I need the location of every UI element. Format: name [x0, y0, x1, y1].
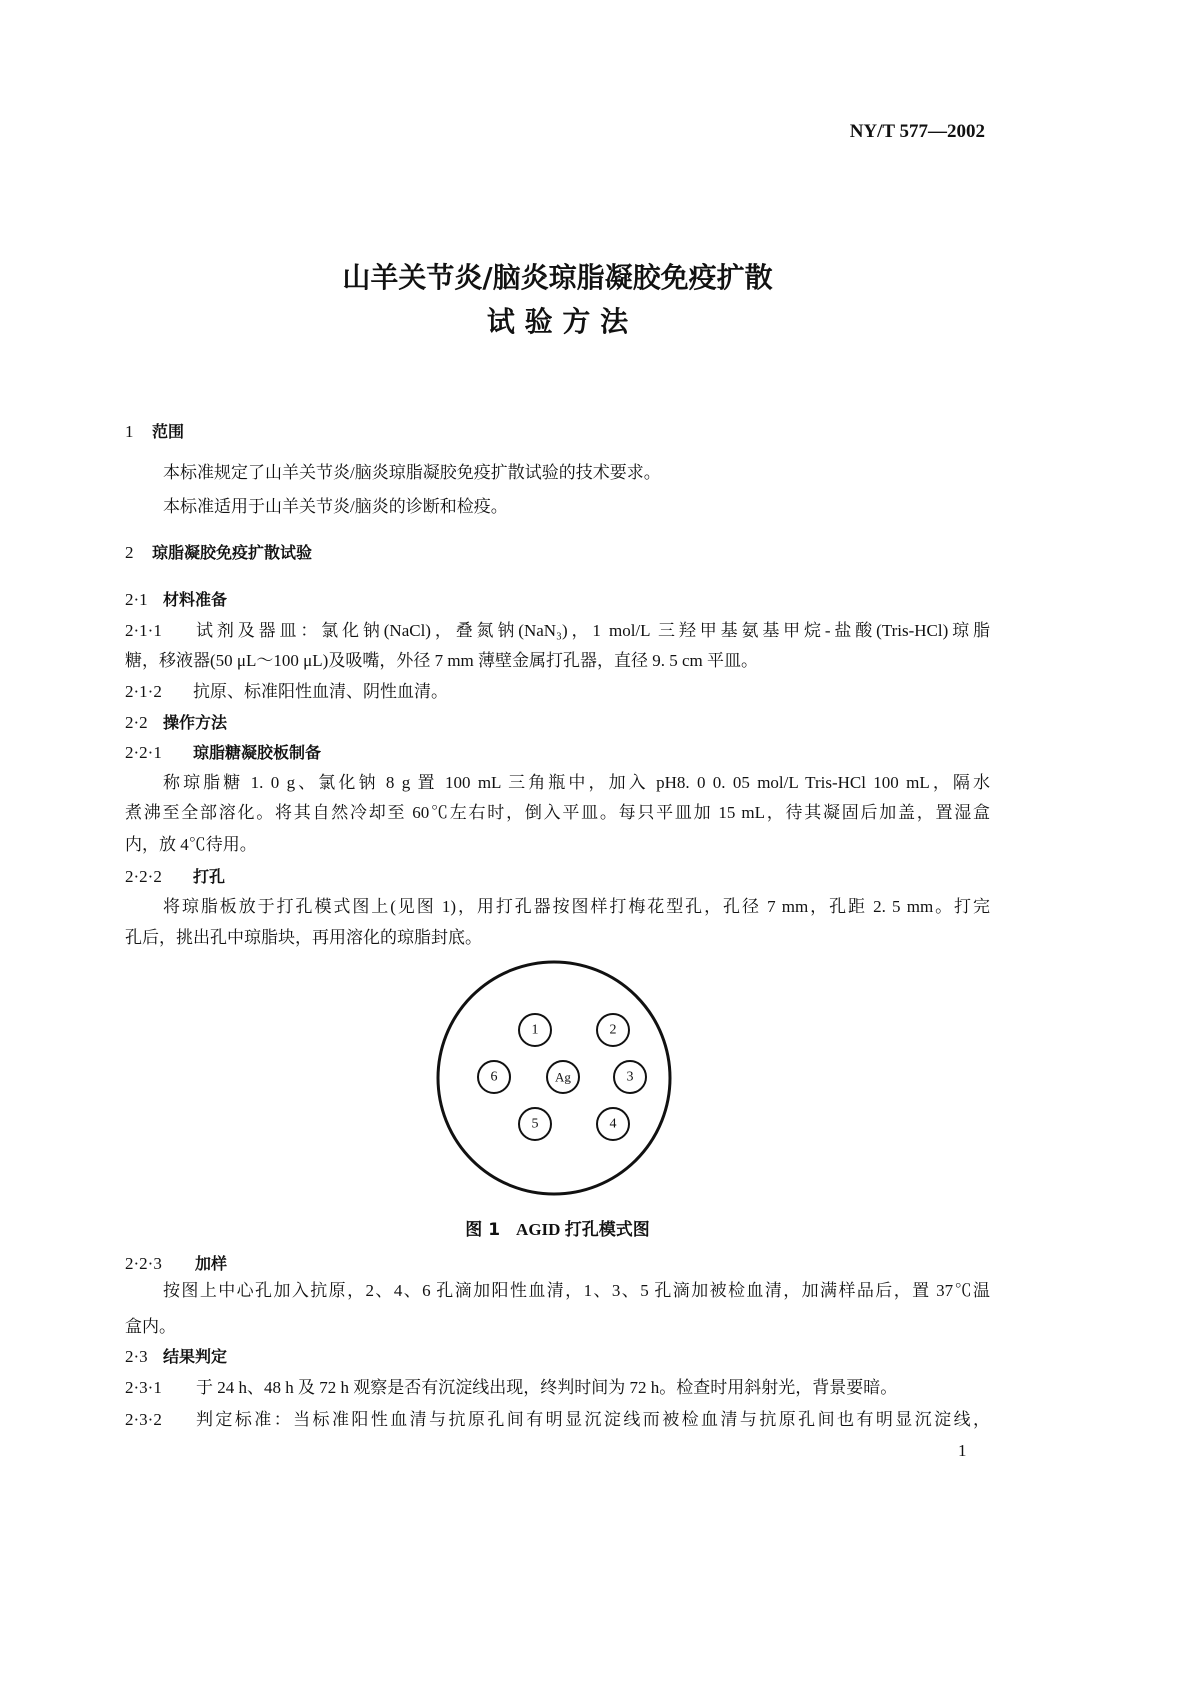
paragraph-text: 称琼脂糖 1. 0 g、氯化钠 8 g 置 100 mL 三角瓶中，加入 pH8. 0 0. 05 mol/L Tris-HCl 100 mL，隔水 — [163, 773, 990, 792]
agid-punch-pattern-figure — [430, 955, 680, 1205]
figure-caption — [125, 1218, 990, 1242]
well-label: 5 — [531, 1116, 539, 1132]
well-antigen-center — [547, 1061, 579, 1093]
section-2-2-heading — [125, 711, 990, 735]
section-title: 材料准备 — [163, 590, 228, 609]
title-line-1: 山羊关节炎/脑炎琼脂凝胶免疫扩散 — [342, 261, 773, 294]
paragraph-text: 孔后，挑出孔中琼脂块，再用溶化的琼脂封底。 — [125, 928, 482, 947]
well-label: 1 — [531, 1022, 539, 1038]
paragraph-line — [163, 1279, 990, 1303]
section-2-1-heading — [125, 588, 990, 612]
petri-dish-outline — [438, 962, 670, 1194]
paragraph-line — [125, 833, 990, 857]
clause-number: 2·2·2 — [125, 867, 162, 886]
section-1-heading — [125, 420, 990, 444]
paragraph-text: 按图上中心孔加入抗原，2、4、6 孔滴加阳性血清，1、3、5 孔滴加被检血清，加满样品后，置 37℃温 — [163, 1281, 990, 1300]
paragraph-text: 内，放 4℃待用。 — [125, 835, 257, 854]
clause-2-3-1-line-1 — [125, 1376, 990, 1400]
section-number: 1 — [125, 422, 134, 441]
paragraph-text: 抗原、标准阳性血清、阴性血清。 — [193, 682, 448, 701]
section-number: 2·2 — [125, 713, 148, 732]
well-6 — [478, 1061, 510, 1093]
title-line-2: 试 验 方 法 — [486, 305, 629, 338]
clause-2-2-1-heading — [125, 741, 990, 765]
standard-number: NY/T 577—2002 — [849, 121, 985, 142]
section-2-3-heading — [125, 1345, 990, 1369]
clause-number: 2·2·3 — [125, 1254, 162, 1273]
clause-number: 2·2·1 — [125, 743, 162, 762]
paragraph-line — [125, 649, 990, 673]
paragraph-text: 于 24 h、48 h 及 72 h 观察是否有沉淀线出现，终判时间为 72 h。检查时用斜射光，背景要暗。 — [196, 1378, 898, 1397]
paragraph-line — [125, 801, 990, 825]
section-title: 范围 — [152, 422, 185, 441]
paragraph-line — [125, 1315, 990, 1339]
paragraph-text: 将琼脂板放于打孔模式图上(见图 1)，用打孔器按图样打梅花型孔，孔径 7 mm，孔距 2. 5 mm。打完 — [163, 897, 990, 916]
paragraph-line — [163, 771, 990, 795]
clause-title: 加样 — [195, 1254, 228, 1273]
paragraph-text: 本标准适用于山羊关节炎/脑炎的诊断和检疫。 — [163, 497, 508, 516]
well-label: 2 — [609, 1022, 617, 1038]
paragraph-line — [163, 495, 990, 519]
well-5 — [519, 1108, 551, 1140]
paragraph-text: 糖，移液器(50 μL～100 μL)及吸嘴，外径 7 mm 薄壁金属打孔器，直径 9. 5 cm 平皿。 — [125, 651, 759, 670]
well-3 — [614, 1061, 646, 1093]
clause-number: 2·1·1 — [125, 621, 162, 640]
clause-2-1-1-line-1 — [125, 619, 990, 643]
paragraph-text: 煮沸至全部溶化。将其自然冷却至 60℃左右时，倒入平皿。每只平皿加 15 mL，待其凝固后加盖，置湿盒 — [125, 803, 990, 822]
section-title: 操作方法 — [163, 713, 228, 732]
well-label: 4 — [609, 1116, 617, 1132]
section-number: 2 — [125, 543, 134, 562]
well-label: 6 — [490, 1069, 498, 1085]
well-label: Ag — [555, 1069, 571, 1085]
section-number: 2·3 — [125, 1347, 148, 1366]
clause-2-1-2-line-1 — [125, 680, 990, 704]
page-number: 1 — [958, 1441, 967, 1460]
section-title: 结果判定 — [163, 1347, 228, 1366]
paragraph-text: 本标准规定了山羊关节炎/脑炎琼脂凝胶免疫扩散试验的技术要求。 — [163, 463, 661, 482]
paragraph-text: 盒内。 — [125, 1317, 176, 1336]
well-label: 3 — [626, 1069, 634, 1085]
section-title: 琼脂凝胶免疫扩散试验 — [152, 543, 313, 562]
clause-number: 2·3·2 — [125, 1410, 162, 1429]
figure-caption-label: 图 1 — [465, 1220, 501, 1240]
paragraph-text: 判定标准：当标准阳性血清与抗原孔间有明显沉淀线而被检血清与抗原孔间也有明显沉淀线， — [196, 1410, 990, 1429]
clause-title: 琼脂糖凝胶板制备 — [193, 743, 322, 762]
clause-2-3-2-line-1 — [125, 1408, 990, 1432]
paragraph-line — [163, 895, 990, 919]
clause-number: 2·3·1 — [125, 1378, 162, 1397]
figure-caption-text: AGID 打孔模式图 — [516, 1220, 650, 1239]
clause-title: 打孔 — [193, 867, 226, 886]
clause-number: 2·1·2 — [125, 682, 162, 701]
section-number: 2·1 — [125, 590, 148, 609]
section-2-heading — [125, 541, 990, 565]
paragraph-text: 试剂及器皿：氯化钠(NaCl)，叠氮钠(NaN₃)，1 mol/L 三羟甲基氨基甲烷-盐酸(Tris-HCl)琼脂 — [196, 621, 990, 640]
paragraph-line — [163, 461, 990, 485]
well-1 — [519, 1014, 551, 1046]
clause-2-2-2-heading — [125, 865, 990, 889]
clause-2-2-3-heading — [125, 1252, 990, 1276]
paragraph-line — [125, 926, 990, 950]
well-4 — [597, 1108, 629, 1140]
well-2 — [597, 1014, 629, 1046]
